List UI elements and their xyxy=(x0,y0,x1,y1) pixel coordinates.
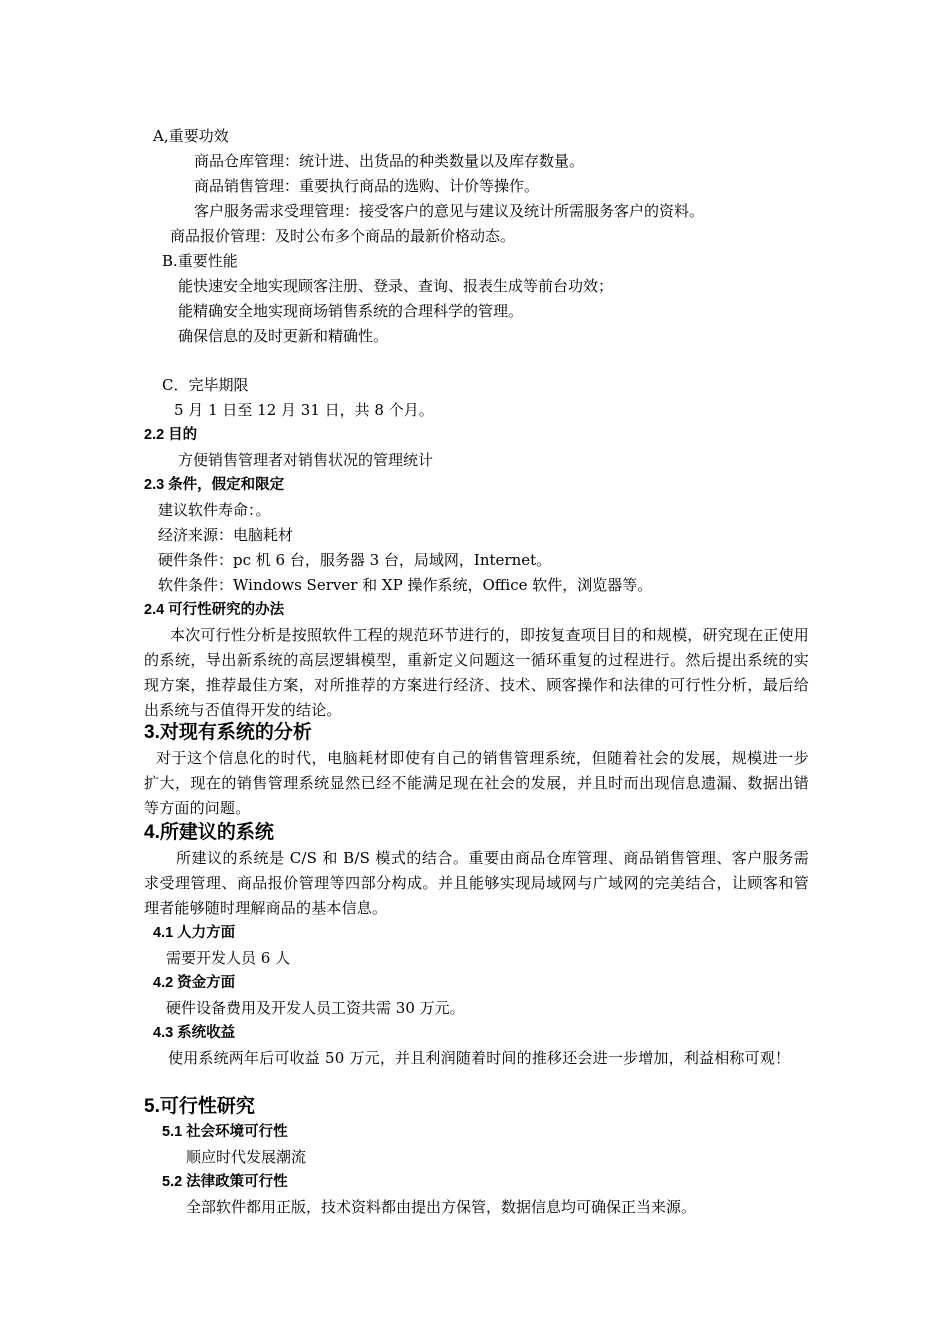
section-a-item: 客户服务需求受理管理：接受客户的意见与建议及统计所需服务客户的资料。 xyxy=(194,202,705,220)
section-b-item: 能精确安全地实现商场销售系统的合理科学的管理。 xyxy=(178,302,524,320)
section-4-paragraph: 所建议的系统是 C/S 和 B/S 模式的结合。重要由商品仓库管理、商品销售管理、客户服务需求受理管理、商品报价管理等四部分构成。并且能够实现局域网与广域网的完美结合，让顾客和管理者能够随时理解商品的基本信息。 xyxy=(144,849,809,917)
section-a-item: 商品仓库管理：统计进、出货品的种类数量以及库存数量。 xyxy=(194,152,585,170)
section-4-3-heading: 4.3 系统收益 xyxy=(153,1025,236,1041)
section-2-2-heading: 2.2 目的 xyxy=(144,427,198,443)
section-2-2-text: 方便销售管理者对销售状况的管理统计 xyxy=(178,451,434,469)
section-5-heading: 5.可行性研究 xyxy=(144,1096,255,1117)
section-b-heading: B.重要性能 xyxy=(162,252,238,270)
section-4-1-heading: 4.1 人力方面 xyxy=(153,925,236,941)
section-3-heading: 3.对现有系统的分析 xyxy=(144,722,312,743)
section-4-2-text: 硬件设备费用及开发人员工资共需 30 万元。 xyxy=(166,999,465,1017)
section-4-heading: 4.所建议的系统 xyxy=(144,822,274,843)
section-2-3-item: 硬件条件：pc 机 6 台，服务器 3 台，局域网，Internet。 xyxy=(158,551,552,569)
section-5-1-heading: 5.1 社会环境可行性 xyxy=(162,1124,288,1140)
section-b-item: 确保信息的及时更新和精确性。 xyxy=(178,327,389,345)
section-c-heading: C．完毕期限 xyxy=(162,376,249,394)
section-2-3-item: 经济来源：电脑耗材 xyxy=(158,526,294,544)
section-b-item: 能快速安全地实现顾客注册、登录、查询、报表生成等前台功效； xyxy=(178,277,614,295)
section-4-1-text: 需要开发人员 6 人 xyxy=(166,949,291,967)
section-a-heading: A,重要功效 xyxy=(153,127,229,145)
section-5-2-heading: 5.2 法律政策可行性 xyxy=(162,1174,288,1190)
section-4-2-heading: 4.2 资金方面 xyxy=(153,975,236,991)
section-a-item: 商品报价管理：及时公布多个商品的最新价格动态。 xyxy=(170,227,516,245)
section-5-2-text: 全部软件都用正版，技术资料都由提出方保管，数据信息均可确保正当来源。 xyxy=(186,1198,697,1216)
section-2-4-heading: 2.4 可行性研究的办法 xyxy=(144,602,285,618)
section-c-text: 5 月 1 日至 12 月 31 日，共 8 个月。 xyxy=(174,401,434,419)
section-2-3-item: 软件条件：Windows Server 和 XP 操作系统，Office 软件，浏览器等。 xyxy=(158,576,653,594)
section-2-3-heading: 2.3 条件，假定和限定 xyxy=(144,477,285,493)
section-a-item: 商品销售管理：重要执行商品的选购、计价等操作。 xyxy=(194,177,540,195)
section-2-3-item: 建议软件寿命：。 xyxy=(158,501,271,519)
section-3-paragraph: 对于这个信息化的时代，电脑耗材即使有自己的销售管理系统，但随着社会的发展，规模进一步扩大，现在的销售管理系统显然已经不能满足现在社会的发展，并且时而出现信息遗漏、数据出错等方面的问题。 xyxy=(144,749,809,817)
section-4-3-paragraph: 使用系统两年后可收益 50 万元，并且利润随着时间的推移还会进一步增加，利益相称可观！ xyxy=(168,1049,791,1067)
section-5-1-text: 顺应时代发展潮流 xyxy=(186,1148,307,1166)
section-2-4-paragraph: 本次可行性分析是按照软件工程的规范环节进行的，即按复查项目目的和规模，研究现在正使用的系统，导出新系统的高层逻辑模型，重新定义问题这一循环重复的过程进行。然后提出系统的实现方案，推荐最佳方案，对所推荐的方案进行经济、技术、顾客操作和法律的可行性分析，最后给出系统与否值得开发的结论。 xyxy=(144,626,809,719)
